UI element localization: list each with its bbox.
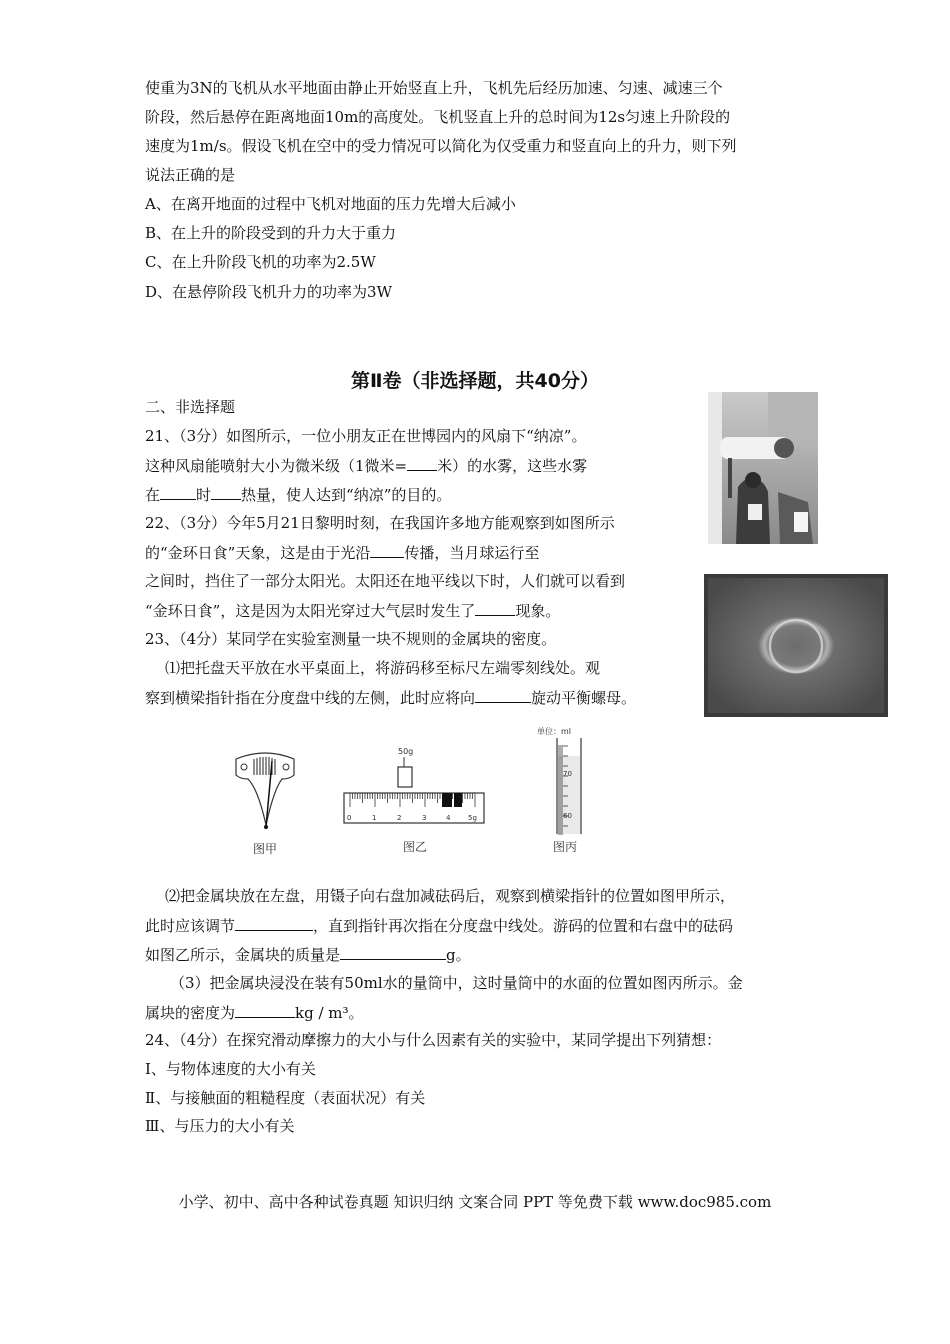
q23-text: 属块的密度为 (145, 1004, 236, 1022)
answer-blank[interactable] (407, 455, 437, 471)
scale-tick-label: 4 (446, 814, 451, 822)
q23-text: g。 (446, 946, 471, 964)
q23-line (145, 1002, 364, 1023)
q24-line: 24、（4分）在探究滑动摩擦力的大小与什么因素有关的实验中，某同学提出下列猜想： (145, 1031, 722, 1049)
q22-line: 之间时，挡住了一部分太阳光。太阳还在地平线以下时，人们就可以看到 (145, 572, 626, 590)
q24-hypothesis: Ⅰ、与物体速度的大小有关 (145, 1060, 316, 1078)
q23-line: ⑵把金属块放在左盘，用镊子向右盘加减砝码后，观察到横梁指针的位置如图甲所示， (165, 887, 736, 905)
q20-option-a: A、在离开地面的过程中飞机对地面的压力先增大后减小 (145, 195, 516, 213)
q23-line: ⑴把托盘天平放在水平桌面上，将游码移至标尺左端零刻线处。观 (165, 659, 601, 677)
q20-line: 使重为3N的飞机从水平地面由静止开始竖直上升，飞机先后经历加速、匀速、减速三个 (145, 79, 723, 97)
figure-caption-yi: 图乙 (402, 840, 427, 854)
cylinder-unit: 单位：ml (537, 727, 572, 736)
answer-blank[interactable] (235, 915, 313, 931)
eclipse-photo (704, 574, 888, 717)
q23-line: （3）把金属块浸没在装有50ml水的量筒中，这时量筒中的水面的位置如图丙所示。金 (170, 974, 743, 992)
cylinder-tick-label: 60 (563, 812, 572, 820)
q23-text: kg / m³。 (295, 1004, 364, 1022)
q20-line: 说法正确的是 (145, 166, 236, 184)
figure-caption-jia: 图甲 (252, 842, 277, 856)
section-title: 第Ⅱ卷（非选择题，共40分） (351, 370, 599, 392)
q23-text: ，直到指针再次指在分度盘中线处。游码的位置和右盘中的砝码 (313, 917, 734, 935)
q21-line: 21、（3分）如图所示，一位小朋友正在世博园内的风扇下“纳凉”。 (145, 427, 587, 445)
cylinder-tick-label: 70 (563, 770, 572, 778)
q24-hypothesis: Ⅲ、与压力的大小有关 (145, 1117, 295, 1135)
q24-hypothesis: Ⅱ、与接触面的粗糙程度（表面状况）有关 (145, 1089, 426, 1107)
answer-blank[interactable] (475, 600, 515, 616)
answer-blank[interactable] (160, 484, 196, 500)
answer-blank[interactable] (211, 484, 241, 500)
fan-photo (708, 392, 818, 544)
scale-tick-label: 3 (422, 814, 427, 822)
q20-option-b: B、在上升的阶段受到的升力大于重力 (145, 224, 397, 242)
q23-line: 23、（4分）某同学在实验室测量一块不规则的金属块的密度。 (145, 630, 557, 648)
q21-line (145, 484, 451, 505)
q23-line (145, 915, 733, 936)
figure-rider-scale (342, 745, 487, 835)
q22-text: “金环日食”，这是因为太阳光穿过大气层时发生了 (145, 602, 476, 620)
q23-text: 察到横梁指针指在分度盘中线的左侧，此时应将向 (145, 689, 476, 707)
answer-blank[interactable] (370, 542, 404, 558)
figure-graduated-cylinder (535, 726, 625, 836)
figure-caption-bing: 图丙 (552, 840, 577, 854)
section-subtitle: 二、非选择题 (145, 398, 236, 416)
q21-text: 米）的水雾，这些水雾 (437, 457, 588, 475)
weight-label: 50g (398, 747, 414, 756)
scale-tick-label: 2 (397, 814, 402, 822)
q20-line: 阶段，然后悬停在距离地面10m的高度处。飞机竖直上升的总时间为12s匀速上升阶段的 (145, 108, 731, 126)
q21-text: 这种风扇能喷射大小为微米级（1微米= (145, 457, 408, 475)
q23-text: 旋动平衡螺母。 (531, 689, 637, 707)
q23-line (145, 944, 471, 965)
q21-text: 热量，使人达到“纳凉”的目的。 (241, 486, 452, 504)
q22-text: 现象。 (515, 602, 561, 620)
answer-blank[interactable] (235, 1002, 295, 1018)
q22-line (145, 542, 539, 563)
q21-text: 在 (145, 486, 161, 504)
q23-text: 此时应该调节 (145, 917, 236, 935)
q20-option-c: C、在上升阶段飞机的功率为2.5W (145, 253, 376, 271)
q20-line: 速度为1m/s。假设飞机在空中的受力情况可以简化为仅受重力和竖直向上的升力，则下列 (145, 137, 737, 155)
scale-tick-label: 5g (468, 814, 477, 822)
q23-text: 如图乙所示，金属块的质量是 (145, 946, 341, 964)
q22-line: 22、（3分）今年5月21日黎明时刻，在我国许多地方能观察到如图所示 (145, 514, 615, 532)
q22-text: 的“金环日食”天象，这是由于光沿 (145, 544, 371, 562)
q21-line (145, 455, 587, 476)
q21-text: 时 (196, 486, 212, 504)
q22-line (145, 600, 560, 621)
scale-tick-label: 0 (347, 814, 352, 822)
q20-option-d: D、在悬停阶段飞机升力的功率为3W (145, 283, 392, 301)
q23-line (145, 687, 636, 708)
answer-blank[interactable] (340, 944, 446, 960)
scale-tick-label: 1 (372, 814, 377, 822)
q22-text: 传播，当月球运行至 (404, 544, 540, 562)
page-footer: 小学、初中、高中各种试卷真题 知识归纳 文案合同 PPT 等免费下载 www.doc985.com (178, 1193, 772, 1211)
answer-blank[interactable] (475, 687, 531, 703)
figure-balance-dial (230, 745, 300, 835)
